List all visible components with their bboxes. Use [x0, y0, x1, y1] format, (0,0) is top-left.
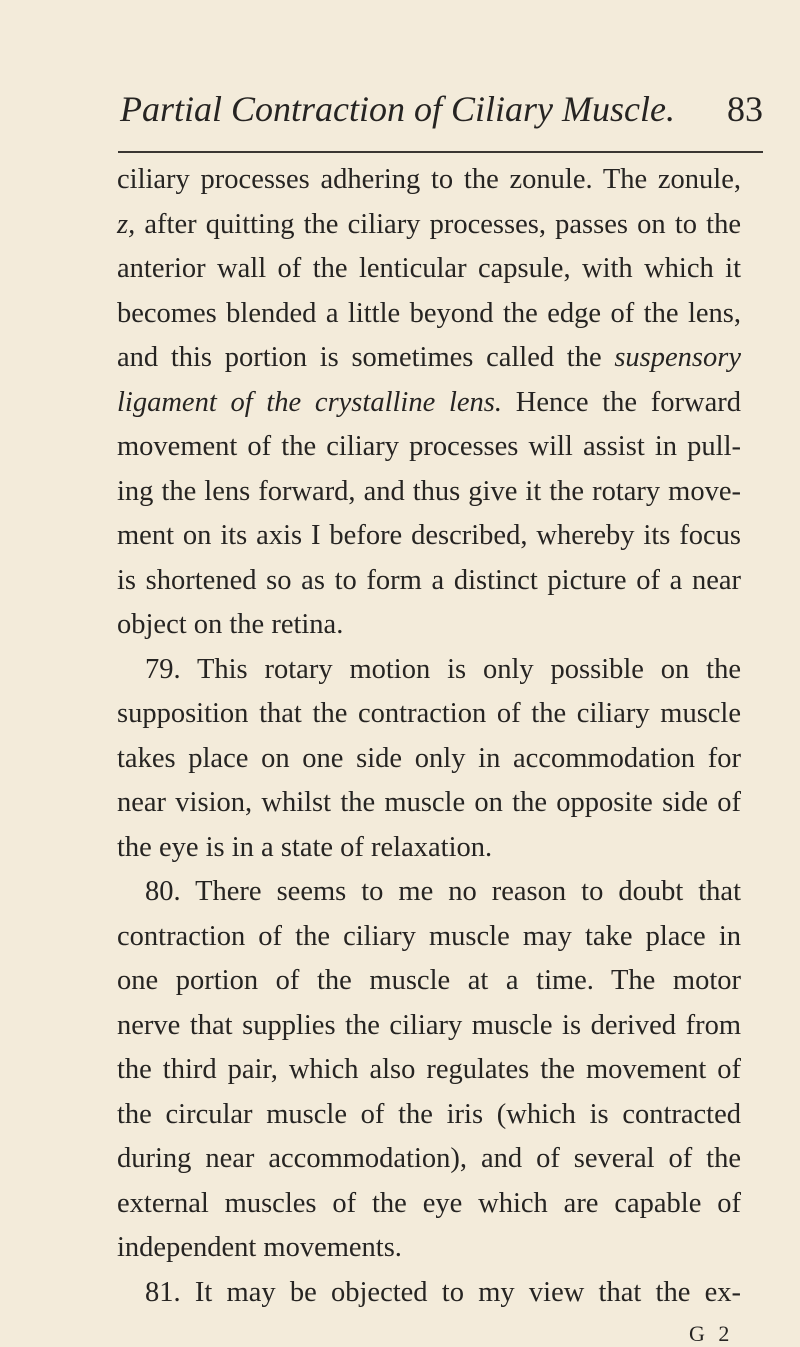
text-segment: after quitting the ciliary processes, passes on to the: [144, 208, 741, 240]
text-line: the eye is in a state of relaxation.: [117, 831, 493, 863]
paragraph-80-start: 80. There seems to me no reason to doubt that: [145, 876, 741, 907]
page-number: 83: [727, 89, 763, 129]
text-segment: Hence the forward: [515, 386, 742, 418]
text-line: anterior wall of the lenticular capsule, with which it: [117, 253, 741, 284]
paragraph-79-start: 79. This rotary motion is only possible on the: [145, 653, 741, 685]
text-line: independent movements.: [117, 1232, 402, 1263]
text-line: object on the retina.: [117, 609, 344, 640]
running-title: Partial Contraction of Ciliary Muscle.: [120, 89, 675, 129]
text-line: external muscles of the eye which are capable of: [117, 1187, 741, 1219]
text-line: movement of the ciliary processes will assist in pull-: [117, 431, 741, 462]
italic-letter-z: z,: [117, 208, 136, 240]
text-line: near vision, whilst the muscle on the opposite side of: [117, 787, 741, 818]
text-line: [117, 385, 741, 421]
text-line: is shortened so as to form a distinct picture of a near: [117, 564, 741, 596]
text-line: ciliary processes adhering to the zonule. The zonule,: [117, 164, 741, 195]
paragraph-81-start: 81. It may be objected to my view that the ex-: [145, 1276, 741, 1308]
text-line: one portion of the muscle at a time. The motor: [117, 965, 741, 996]
text-line: ment on its axis I before described, whereby its focus: [117, 520, 741, 551]
italic-term: ligament of the crystalline lens.: [117, 386, 502, 418]
text-line: ing the lens forward, and thus give it the rotary move-: [117, 475, 741, 507]
text-line: contraction of the ciliary muscle may take place in: [117, 920, 741, 952]
text-line: becomes blended a little beyond the edge of the lens,: [117, 297, 741, 329]
text-segment: and this portion is sometimes called the: [117, 342, 602, 373]
text-line: supposition that the contraction of the ciliary muscle: [117, 698, 741, 729]
text-line: takes place on one side only in accommodation for: [117, 742, 741, 774]
text-line: nerve that supplies the ciliary muscle is derived from: [117, 1009, 741, 1041]
text-line: [117, 207, 741, 243]
italic-term: suspensory: [614, 342, 742, 373]
text-line: during near accommodation), and of several of the: [117, 1143, 741, 1174]
text-line: the circular muscle of the iris (which is contracted: [117, 1098, 741, 1130]
text-line: [117, 340, 741, 376]
text-line: the third pair, which also regulates the movement of: [117, 1054, 741, 1085]
signature-mark: G 2: [689, 1321, 734, 1346]
header-rule: [118, 151, 763, 153]
running-head: [120, 88, 763, 138]
